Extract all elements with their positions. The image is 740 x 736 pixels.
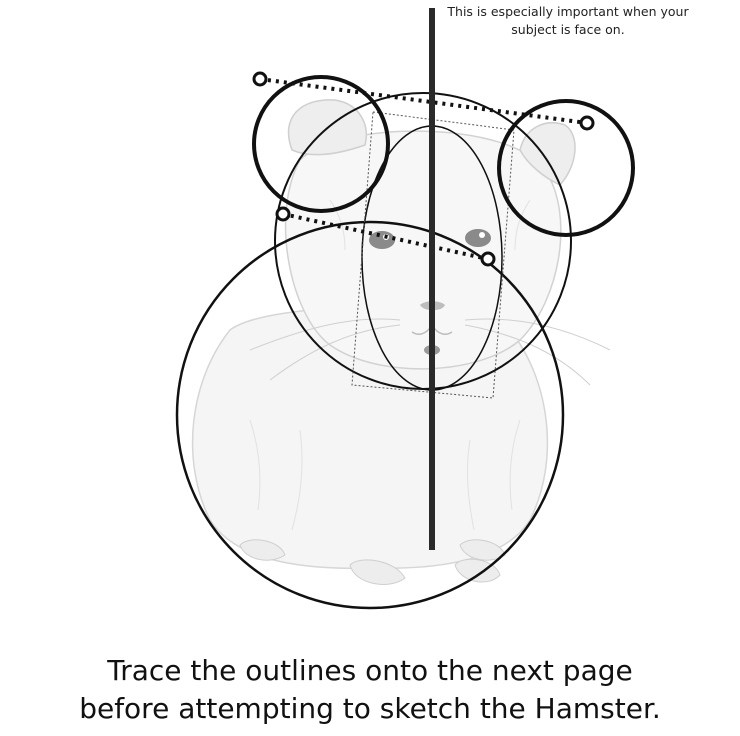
ear-line-start-point bbox=[254, 73, 266, 85]
ear-line-end-point bbox=[581, 117, 593, 129]
instruction-caption bbox=[0, 652, 740, 728]
axis-note bbox=[438, 3, 698, 39]
axis-note-line-2: subject is face on. bbox=[511, 22, 625, 37]
axis-note-line-1: This is especially important when your bbox=[447, 4, 689, 19]
eye-line-start-point bbox=[277, 208, 289, 220]
eye-line-end-point bbox=[482, 253, 494, 265]
center-axis-line bbox=[429, 8, 435, 550]
hamster-right-eye bbox=[465, 229, 491, 247]
caption-line-2: before attempting to sketch the Hamster. bbox=[79, 692, 661, 725]
caption-line-1: Trace the outlines onto the next page bbox=[107, 654, 633, 687]
hamster-left-eye bbox=[369, 231, 395, 249]
